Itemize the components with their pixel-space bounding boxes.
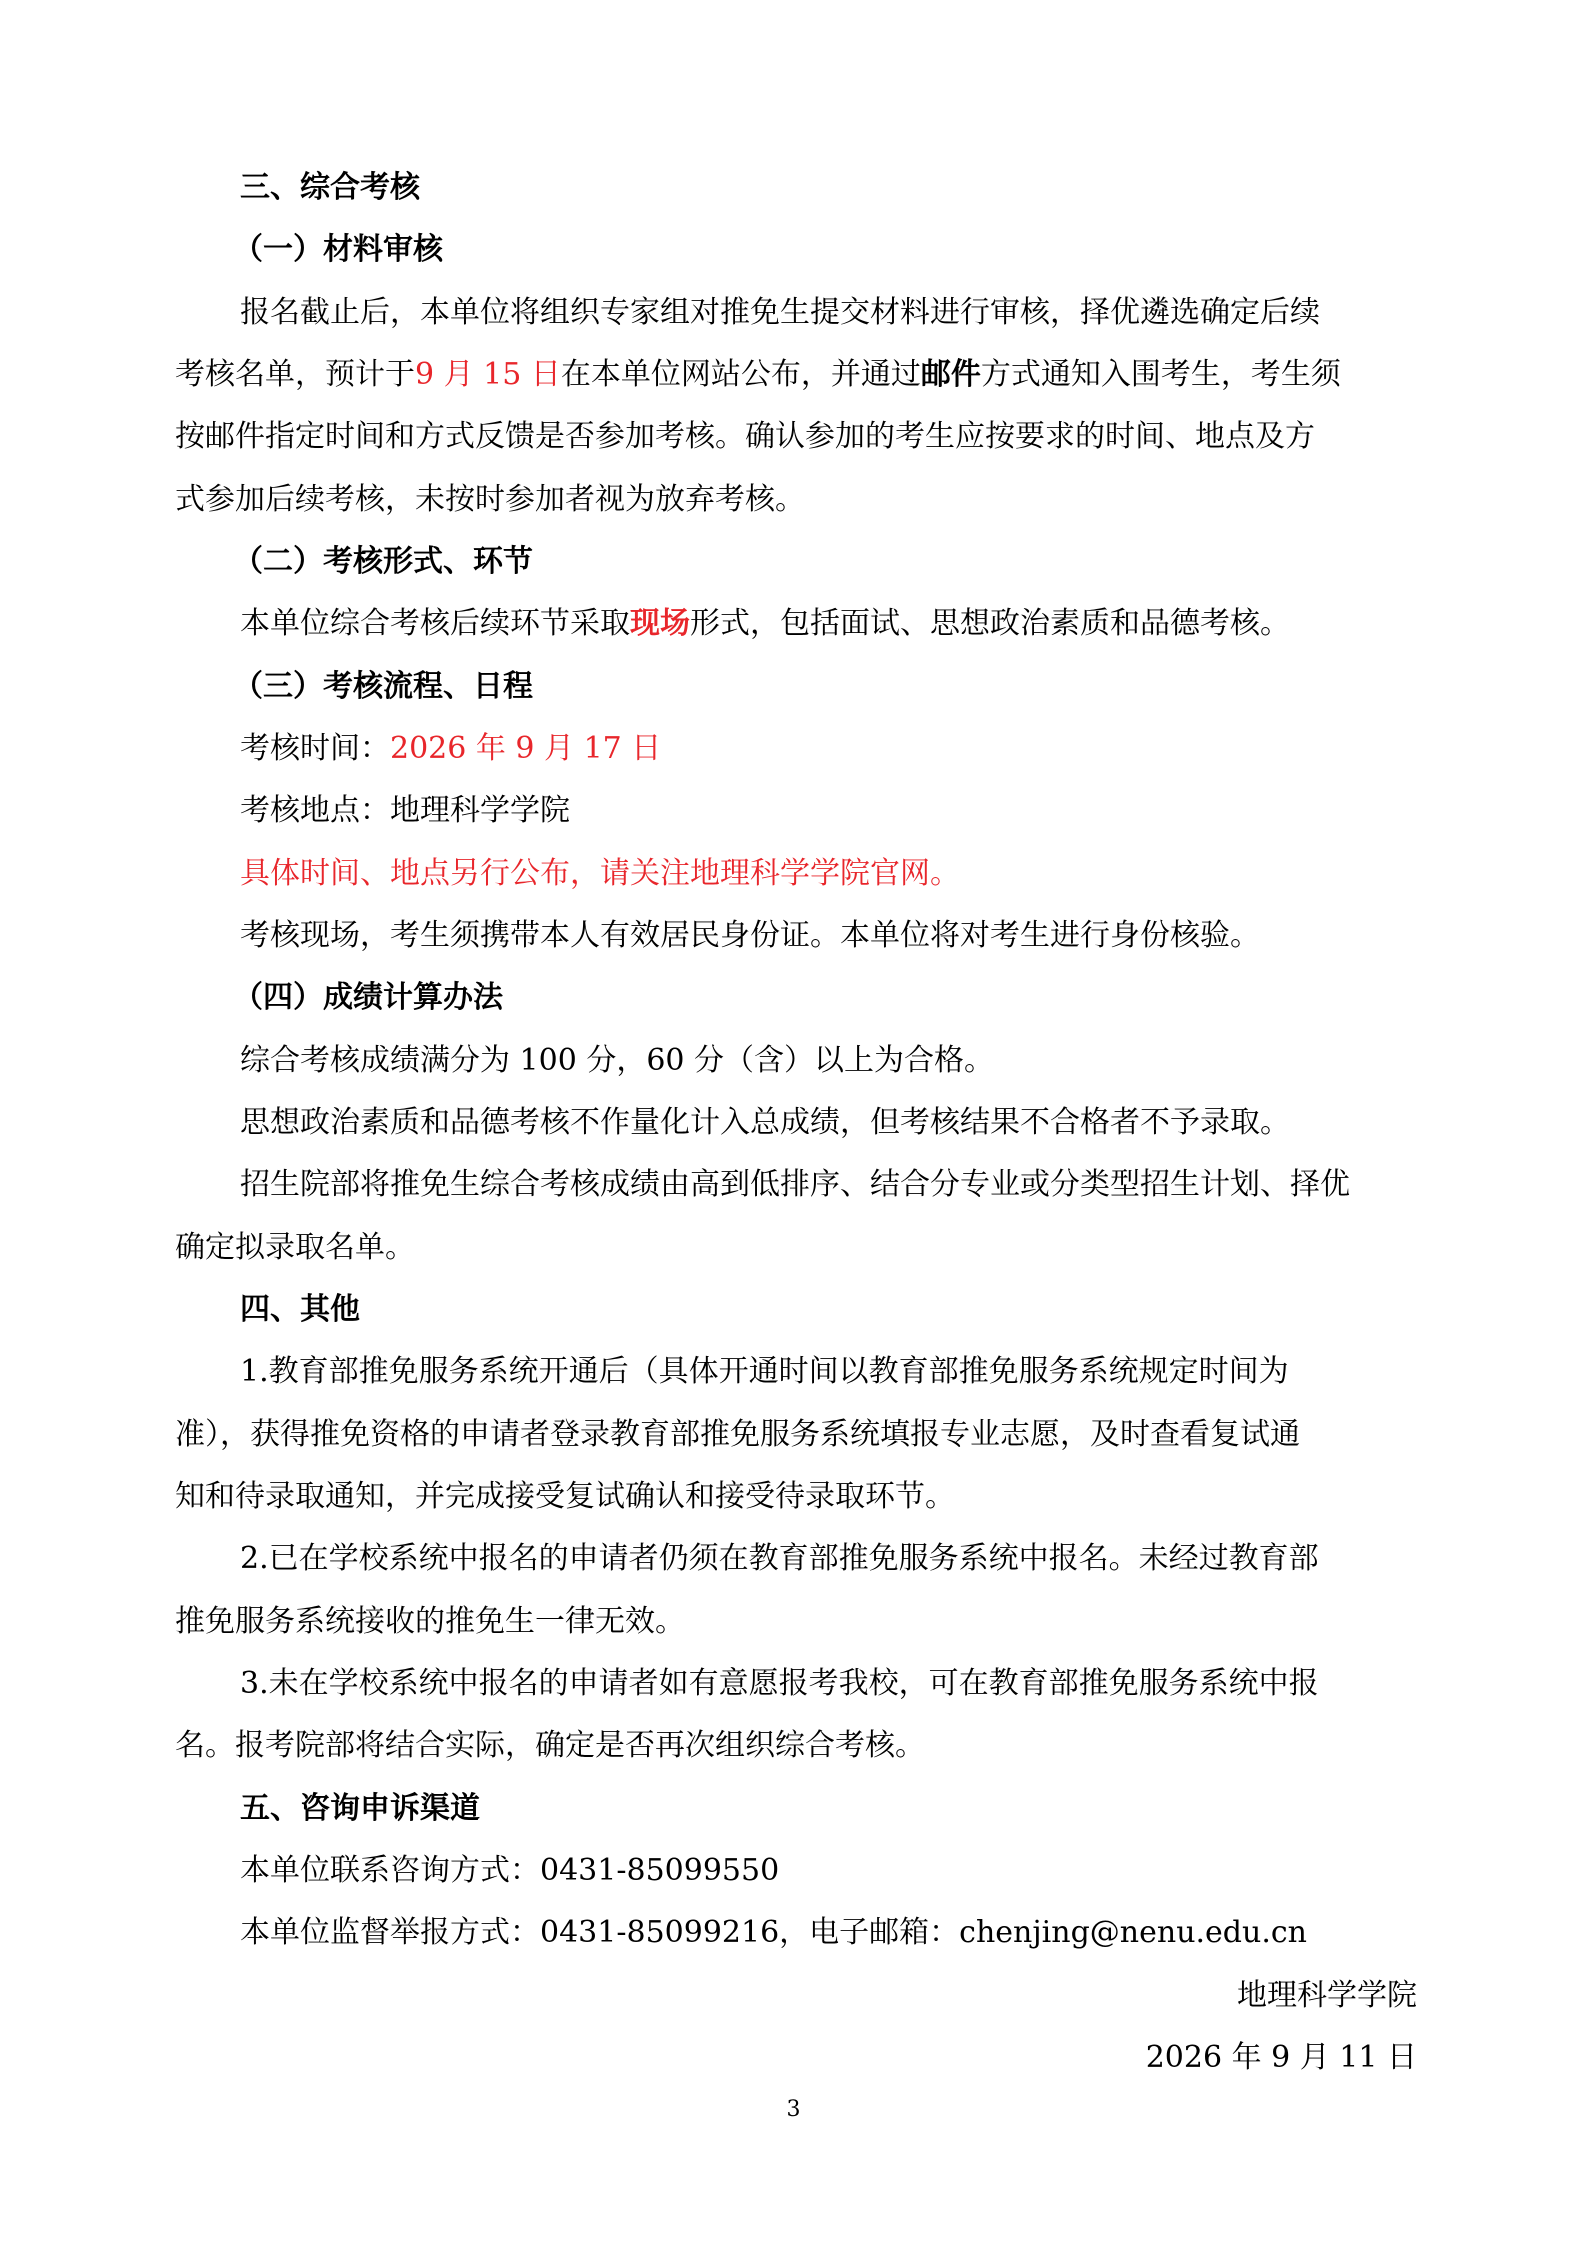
text-span: 本单位综合考核后续环节采取 [240, 606, 630, 641]
exam-place-line: 考核地点：地理科学学院 [240, 793, 570, 828]
sub-3-title: （三）考核流程、日程 [233, 669, 533, 704]
sub-2-title: （二）考核形式、环节 [233, 544, 533, 579]
paragraph-line: 式参加后续考核，未按时参加者视为放弃考核。 [175, 482, 805, 517]
paragraph-line: 名。报考院部将结合实际，确定是否再次组织综合考核。 [175, 1728, 925, 1763]
paragraph-line: 思想政治素质和品德考核不作量化计入总成绩，但考核结果不合格者不予录取。 [240, 1105, 1290, 1140]
contact-line: 本单位联系咨询方式：0431-85099550 [240, 1853, 780, 1888]
text-span: 考核名单，预计于 [175, 357, 415, 392]
paragraph-line: 1.教育部推免服务系统开通后（具体开通时间以教育部推免服务系统规定时间为 [240, 1354, 1289, 1389]
paragraph-line: 报名截止后，本单位将组织专家组对推免生提交材料进行审核，择优遴选确定后续 [240, 295, 1320, 330]
page-number: 3 [786, 2097, 801, 2122]
paragraph-line: 2.已在学校系统中报名的申请者仍须在教育部推免服务系统中报名。未经过教育部 [240, 1541, 1319, 1576]
text-span: 形式，包括面试、思想政治素质和品德考核。 [690, 606, 1290, 641]
section-4-title: 四、其他 [240, 1292, 360, 1327]
paragraph-line: 推免服务系统接收的推免生一律无效。 [175, 1604, 685, 1639]
paragraph-line: 知和待录取通知，并完成接受复试确认和接受待录取环节。 [175, 1479, 955, 1514]
notice-line: 具体时间、地点另行公布，请关注地理科学学院官网。 [240, 856, 960, 891]
section-5-title: 五、咨询申诉渠道 [240, 1791, 480, 1826]
paragraph-line: 确定拟录取名单。 [175, 1230, 415, 1265]
paragraph-line: 综合考核成绩满分为 100 分，60 分（含）以上为合格。 [240, 1043, 995, 1078]
report-line: 本单位监督举报方式：0431-85099216，电子邮箱：chenjing@nenu.edu.cn [240, 1915, 1307, 1950]
section-3-title: 三、综合考核 [240, 170, 420, 205]
exam-time-value: 2026 年 9 月 17 日 [390, 731, 662, 766]
date-highlight: 9 月 15 日 [415, 357, 561, 392]
paragraph-line [175, 355, 1341, 395]
bold-term: 邮件 [920, 357, 981, 392]
paragraph-line: 3.未在学校系统中报名的申请者如有意愿报考我校，可在教育部推免服务系统中报 [240, 1666, 1319, 1701]
signature-org: 地理科学学院 [1237, 1978, 1417, 2013]
sub-4-title: （四）成绩计算办法 [233, 980, 503, 1015]
signature-date: 2026 年 9 月 11 日 [1145, 2040, 1417, 2075]
bold-highlight: 现场 [630, 606, 690, 641]
text-span: 在本单位网站公布，并通过 [560, 357, 921, 392]
paragraph-line: 招生院部将推免生综合考核成绩由高到低排序、结合分专业或分类型招生计划、择优 [240, 1167, 1350, 1202]
exam-time-label: 考核时间： [240, 731, 390, 766]
paragraph-line: 准），获得推免资格的申请者登录教育部推免服务系统填报专业志愿，及时查看复试通 [175, 1417, 1300, 1452]
paragraph-line [240, 604, 1290, 644]
paragraph-line: 考核现场，考生须携带本人有效居民身份证。本单位将对考生进行身份核验。 [240, 918, 1260, 953]
sub-1-title: （一）材料审核 [233, 232, 443, 267]
text-span: 方式通知入围考生，考生须 [980, 357, 1341, 392]
paragraph-line: 按邮件指定时间和方式反馈是否参加考核。确认参加的考生应按要求的时间、地点及方 [175, 419, 1315, 454]
exam-time-line [240, 729, 661, 769]
